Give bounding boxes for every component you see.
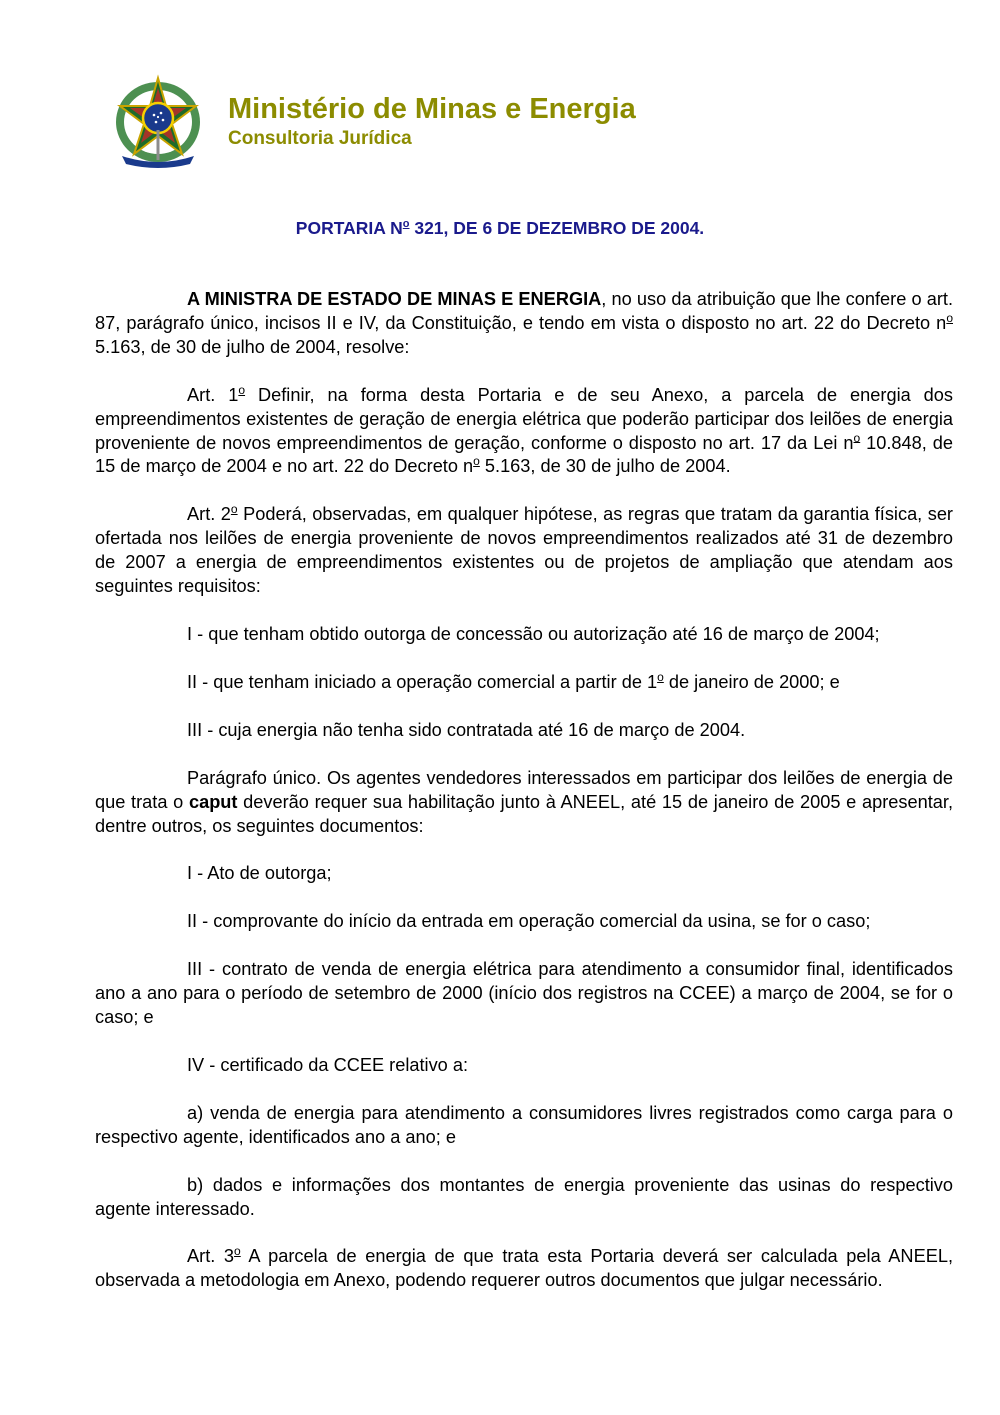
organization-block: [228, 92, 636, 151]
superscript-ordinal: o: [946, 310, 953, 325]
preamble-text-b: 5.163, de 30 de julho de 2004, resolve:: [95, 336, 410, 357]
inciso-ii-text-b: de janeiro de 2000; e: [663, 671, 840, 692]
item-inciso-ii: [95, 671, 953, 695]
caput-term: caput: [188, 791, 238, 812]
item-inciso-iii: III - cuja energia não tenha sido contratada até 16 de março de 2004.: [187, 719, 746, 740]
sole-paragraph-text-b: deverão requer sua habilitação junto à ANEEL, até 15 de janeiro de 2005 e apresentar, dentre outros, os seguintes documentos:: [95, 791, 953, 836]
article-1: [95, 384, 953, 480]
article-1-text-c: 5.163, de 30 de julho de 2004.: [479, 456, 731, 477]
superscript-ordinal: o: [230, 502, 238, 517]
article-2-label: Art. 2: [187, 504, 231, 525]
department-name: Consultoria Jurídica: [228, 128, 412, 149]
document-title: [0, 218, 1000, 239]
inciso-ii-text-a: II - que tenham iniciado a operação comercial a partir de 1: [187, 671, 658, 692]
document-item-iii: III - contrato de venda de energia elétrica para atendimento a consumidor final, identificados ano a ano para o período de setembro de 2000 (início dos registros na CCEE) a março de 2004, se for o caso; e: [95, 959, 953, 1028]
article-3-label: Art. 3: [187, 1246, 235, 1267]
preamble-text-a: , no uso da atribuição que lhe confere o art. 87, parágrafo único, incisos II e IV, da Constituição, e tendo em vista o disposto no art. 22 do Decreto n: [95, 289, 953, 333]
title-text-post: 321, DE 6 DE DEZEMBRO DE 2004.: [409, 218, 705, 238]
title-superscript: o: [402, 218, 410, 231]
superscript-ordinal: o: [853, 430, 861, 445]
superscript-ordinal: o: [238, 382, 246, 397]
article-1-text-b: 10.848, de 15 de março de 2004 e no art. 22 do Decreto n: [95, 432, 953, 477]
superscript-ordinal: o: [473, 454, 480, 469]
article-1-label: Art. 1: [187, 384, 239, 405]
document-item-iv: IV - certificado da CCEE relativo a:: [187, 1054, 469, 1075]
superscript-ordinal: o: [234, 1244, 241, 1259]
article-1-text-a: Definir, na forma desta Portaria e de seu Anexo, a parcela de energia dos empreendimentos existentes de geração de energia elétrica que poderão participar dos leilões de energia proveniente de novos empreendimentos de geração, conforme o disposto no art. 17 da Lei n: [95, 384, 953, 453]
document-item-i: I - Ato de outorga;: [187, 863, 332, 884]
document-body: [95, 288, 953, 1317]
brazil-coat-of-arms-icon: [112, 72, 204, 168]
ministry-name: Ministério de Minas e Energia: [228, 93, 636, 125]
document-item-iv-a: a) venda de energia para atendimento a consumidores livres registrados como carga para o respectivo agente, identificados ano a ano; e: [95, 1102, 953, 1147]
superscript-ordinal: o: [657, 669, 664, 684]
document-item-ii: II - comprovante do início da entrada em operação comercial da usina, se for o caso;: [187, 911, 871, 932]
item-inciso-i: I - que tenham obtido outorga de concessão ou autorização até 16 de março de 2004;: [187, 623, 880, 644]
article-3: [95, 1245, 953, 1293]
article-2: [95, 503, 953, 599]
minister-heading: A MINISTRA DE ESTADO DE MINAS E ENERGIA: [187, 289, 602, 309]
preamble-paragraph: [95, 288, 953, 360]
article-2-text: Poderá, observadas, em qualquer hipótese, as regras que tratam da garantia física, ser ofertada nos leilões de energia proveniente de novos empreendimentos realizados até 31 de dezembro de 2007 a energia de empreendimentos existentes ou de projetos de ampliação que atendam aos seguintes requisitos:: [95, 504, 953, 597]
letterhead: [112, 72, 712, 172]
article-3-text: A parcela de energia de que trata esta Portaria deverá ser calculada pela ANEEL, observada a metodologia em Anexo, podendo requerer outros documentos que julgar necessário.: [95, 1246, 953, 1291]
document-item-iv-b: b) dados e informações dos montantes de energia proveniente das usinas do respectivo agente interessado.: [95, 1174, 953, 1219]
sole-paragraph: [95, 767, 953, 839]
sole-paragraph-text-a: Parágrafo único. Os agentes vendedores interessados em participar dos leilões de energia de que trata o: [95, 767, 953, 812]
title-text-pre: PORTARIA N: [295, 218, 403, 238]
